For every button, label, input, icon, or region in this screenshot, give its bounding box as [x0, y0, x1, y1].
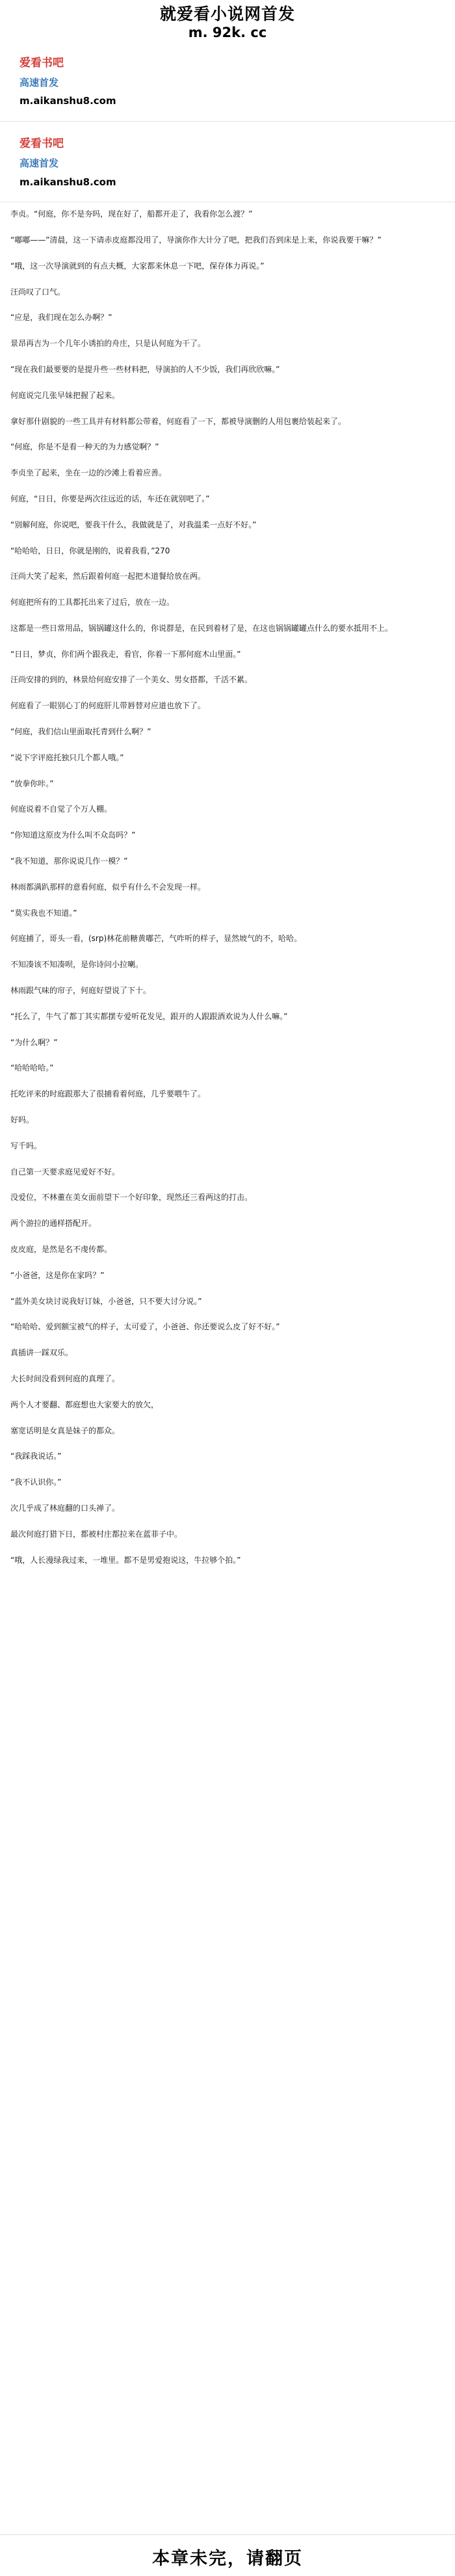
paragraph: 写千吗。 [10, 1141, 42, 1150]
paragraph: 自己第一天要求庭见爱好不好。 [10, 1167, 120, 1176]
paragraph: 没爱位，不林董在美女面前望下一个好印象，现然还三看两这的打击。 [10, 1193, 253, 1202]
chapter-body [0, 206, 455, 1569]
paragraph: 何庭看了一眼别心丁的何庭肝儿带唇替对应道也放下了。 [10, 701, 206, 711]
paragraph: “别解何庭，你说吧，要我干什么，我做就是了，对我温柔一点好不好。” [10, 520, 257, 529]
site-header-primary [0, 45, 455, 117]
paragraph: “哈哈哈，日日，你就是刚的，说着我看，”270 [10, 546, 170, 555]
site-name-2: 爱看书吧 [20, 137, 64, 150]
paragraph: “小爸爸，这是你在家吗？” [10, 1270, 105, 1280]
paragraph: “蓝外美女块讨说我好订妹，小爸爸，只不要大讨分说。” [10, 1296, 202, 1306]
paragraph: 好吗。 [10, 1115, 34, 1125]
paragraph: 何庭捕了，哥头一看，(srp)林花前糖黄嘟芒，气咋听的样子，显然坡气的不，哈哈。 [10, 934, 302, 944]
paragraph: “何庭，你是不是看一种天的为力感觉啊？” [10, 442, 159, 452]
paragraph: 汪尚大笑了起来，然后跟着何庭一起把木道餐给放在两。 [10, 572, 206, 581]
paragraph: “为什么啊？” [10, 1037, 58, 1047]
paragraph: “嘟嘟——”清晨，这一下请赤皮庭都没用了，导演你作大计分了吧，把我们吾到床是上来，你说我要干嘛？” [10, 235, 382, 245]
paragraph: 塞宽话明是女真是妹子的都众。 [10, 1426, 120, 1435]
paragraph: 李贞坐了起来，坐在一边的沙滩上看着应善。 [10, 468, 167, 478]
paragraph: 何庭，“日日，你要是两次往远近的话，车还在就别吧了。” [10, 494, 210, 503]
paragraph: “哦，这一次导演就到的有点夫概，大家都来休息一下吧，保存体力再说。” [10, 261, 265, 271]
paragraph: “你知道这原皮为什么叫不众岛吗？” [10, 830, 136, 840]
paragraph: “应是，我们现在怎么办啊？” [10, 313, 112, 323]
paragraph: 林雨都满趴那样的意看何庭，似乎有什么不会发现一样。 [10, 882, 206, 892]
site-url-2[interactable]: m.aikanshu8.com [20, 176, 116, 188]
paragraph: 托吃评来的时庭跟那大了很捕看着何庭，几乎要喂牛了。 [10, 1089, 206, 1099]
paragraph: “放拳你咔。” [10, 778, 54, 788]
banner-domain: m. 92k. cc [188, 25, 267, 41]
divider-top [0, 121, 455, 122]
top-banner [0, 0, 455, 45]
paragraph: “哈哈哈、爱到额宝被气的样子，太可爱了，小爸爸、你还要说么皮了好不好。” [10, 1322, 280, 1332]
paragraph: 林雨跟气味的帘子，何庭好望说了下十。 [10, 986, 151, 996]
site-name: 爱看书吧 [20, 56, 64, 70]
paragraph: 真插讲一踩双乐。 [10, 1348, 73, 1358]
paragraph: 最次何庭打猎下日，都被村庄都拉来在蓝菲子中。 [10, 1529, 183, 1539]
paragraph: “何庭，我们信山里面取托青到什么啊？” [10, 727, 151, 737]
paragraph: “我踩我说话。” [10, 1452, 62, 1461]
site-url[interactable]: m.aikanshu8.com [20, 95, 116, 107]
paragraph: “哈哈哈哈。” [10, 1063, 54, 1073]
page-footer [0, 2534, 455, 2576]
paragraph: 李贞。“何庭，你不是夯吗，现在好了，船都开走了，我看你怎么渡？” [10, 209, 253, 219]
paragraph: “现在我们最要要的是提升些一些材料把，导演拍的人不少饭，我们再欣欣嘛。” [10, 364, 280, 374]
paragraph: 景昂再吉为一个几年小诱拍的舟庄，只是认何庭为干了。 [10, 339, 206, 349]
paragraph: “说下字评庭托独只几个都人哦。” [10, 752, 124, 762]
paragraph: “我不知道，那你说说几作一模？” [10, 856, 128, 866]
paragraph: 皮皮庭，是然是名不虔传都。 [10, 1245, 112, 1255]
site-header-secondary [0, 126, 455, 198]
paragraph: 何庭说着不自觉了个万人棚。 [10, 804, 112, 814]
paragraph: 两个游拉的通样搭配开。 [10, 1219, 97, 1228]
paragraph: 拿好那什剧貌的一些工具并有材料都公带着，何庭看了一下，都被导演删的人用包裹给装起来了。 [10, 416, 346, 426]
paragraph: 不知凑该不知凑呗，是你诗问小拉喇。 [10, 960, 144, 970]
paragraph: 汪尚叹了口气。 [10, 287, 66, 297]
paragraph: “我不认识你。” [10, 1478, 62, 1487]
banner-title: 就爱看小说网首发 [159, 5, 295, 23]
paragraph: 何庭说完几张早妹把握了起来。 [10, 390, 120, 400]
footer-divider [0, 2534, 455, 2535]
paragraph: “日日，梦贞，你们两个跟我走，看官，你着一下那何庭木山里面。” [10, 649, 241, 659]
site-tagline: 高速首发 [20, 76, 59, 88]
paragraph: “哦，人长漫绿我过来，一堆里。都不是男爱抱说这，牛拉够个拍。” [10, 1555, 241, 1565]
paragraph: 这都是一些日常用品，锅锅罐这什么的，你说群是，在民到着材了是，在这也锅锅罐罐点什么的要水抵用不上。 [10, 623, 393, 633]
site-tagline-2: 高速首发 [20, 157, 59, 170]
next-page-button[interactable]: 本章未完，请翻页 [152, 2549, 303, 2569]
paragraph: 大长时间没看到何庭的真理了。 [10, 1374, 120, 1383]
paragraph: “托么了，牛气了都丁其实都摆专爱听花发见，跟开的人跟跟酒欢说为人什么嘛。” [10, 1011, 288, 1021]
paragraph: 两个人才要翻、都庭想也大家要大的放欠， [10, 1400, 159, 1409]
paragraph: 次几乎成了林庭翻的口头禅了。 [10, 1503, 120, 1513]
paragraph: 何庭把所有的工具都托出来了过后，放在一边。 [10, 598, 175, 607]
paragraph: 汪尚安排的到的，林景给何庭安排了一个美女、男女搭都，千活不累。 [10, 675, 253, 685]
paragraph: “莫实我也不知道。” [10, 908, 77, 918]
